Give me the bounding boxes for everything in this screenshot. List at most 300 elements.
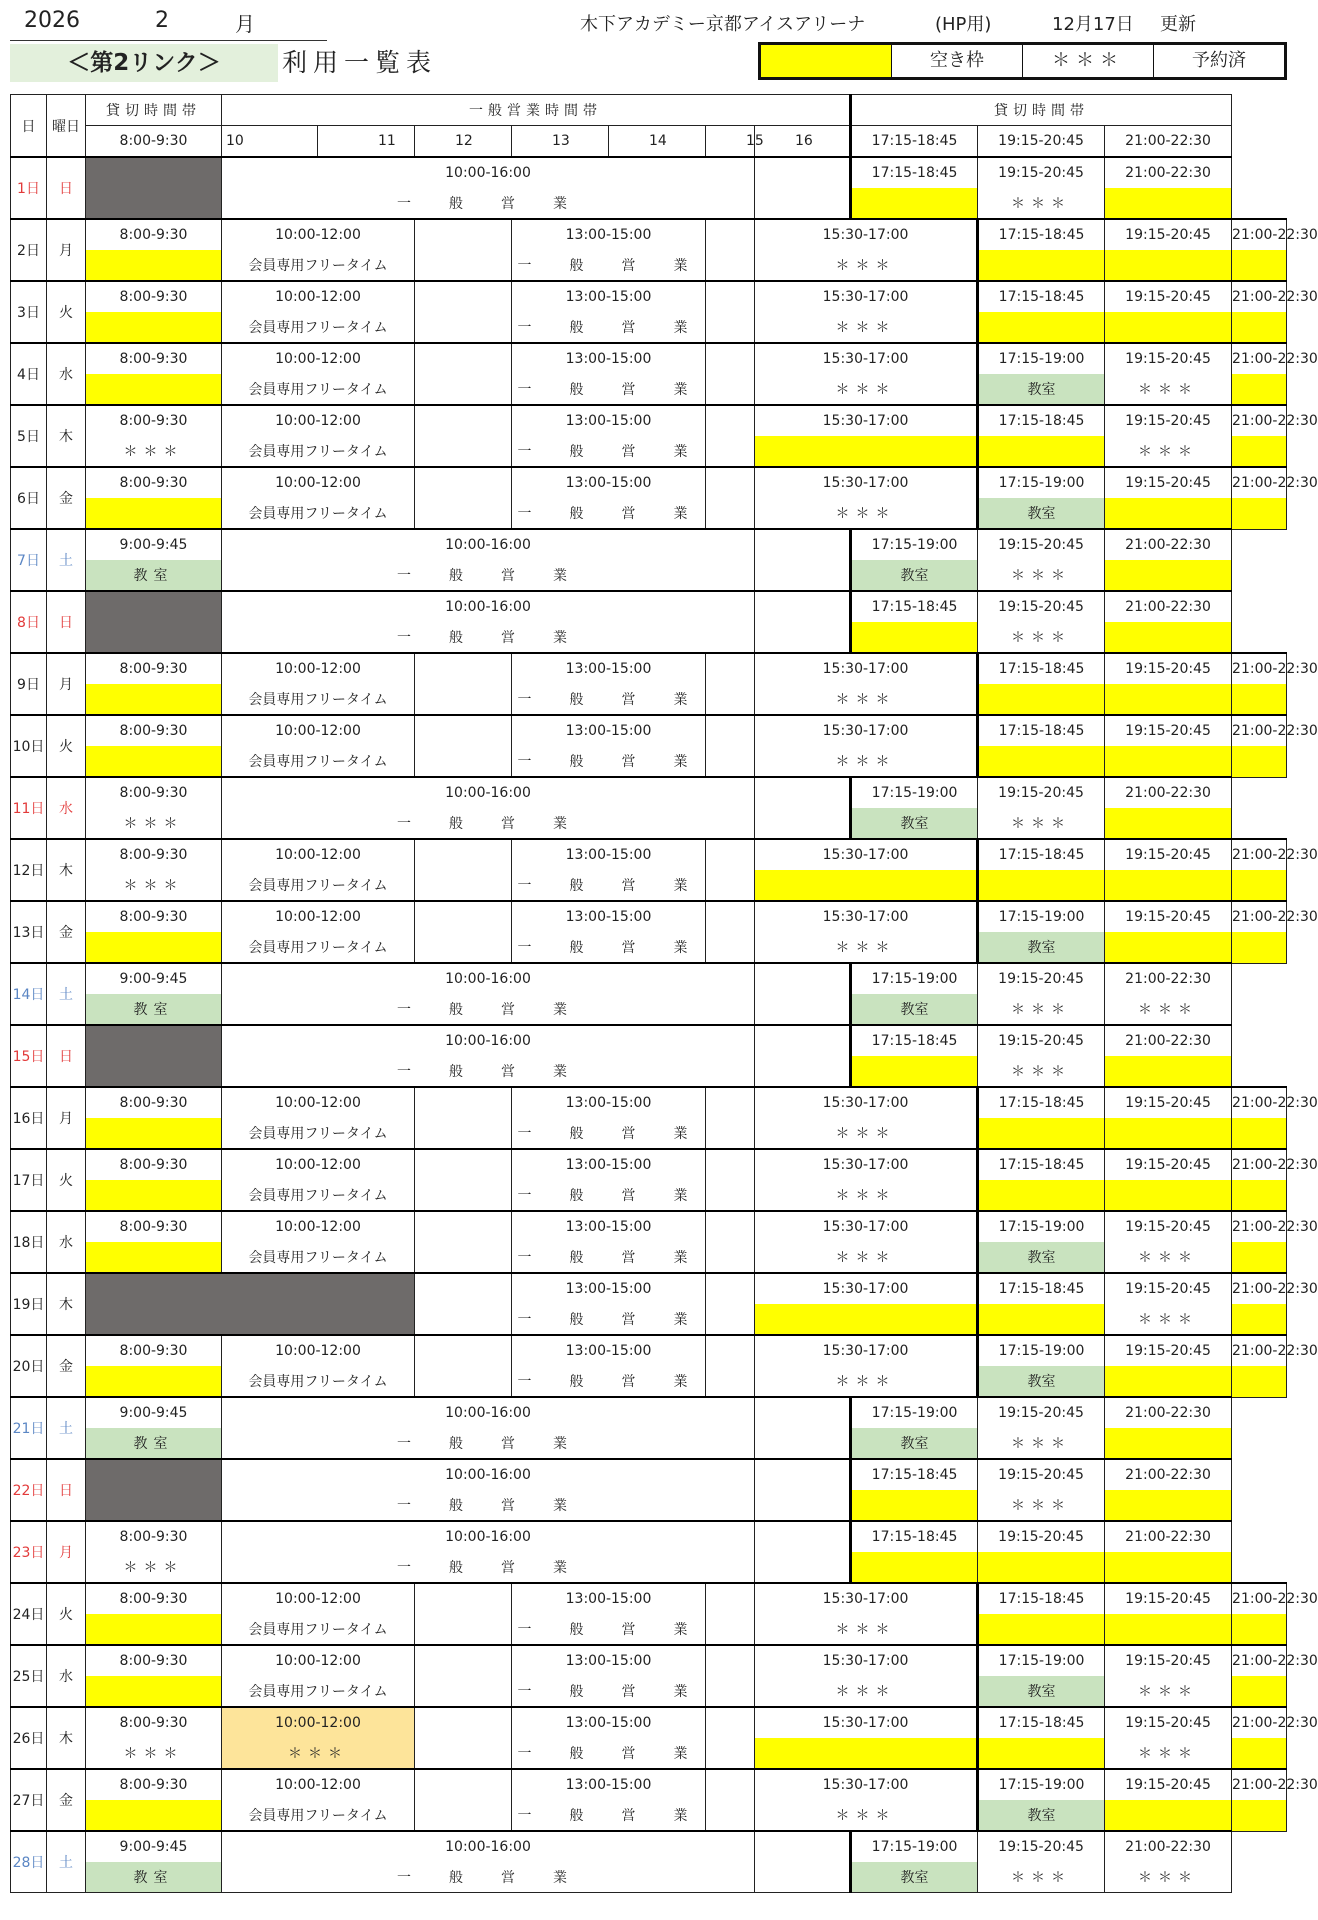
- evening-slot-status: [978, 436, 1105, 467]
- evening-slot-status: [1105, 560, 1232, 591]
- evening-slot-time: 19:15-20:45: [1105, 405, 1232, 436]
- gap-slot: [415, 343, 512, 405]
- evening-slot-time: 17:15-19:00: [978, 1769, 1105, 1800]
- member-free-time: 10:00-12:00: [222, 839, 415, 870]
- general-time: 13:00-15:00: [512, 901, 706, 932]
- day-row: [11, 1583, 1287, 1614]
- morning-slot-status: ＊＊＊: [86, 436, 222, 467]
- weekday: 木: [47, 839, 86, 901]
- evening-slot-status: [978, 746, 1105, 777]
- general-time: 13:00-15:00: [512, 839, 706, 870]
- general-time: 10:00-16:00: [222, 1831, 755, 1862]
- evening-slot-status: ＊＊＊: [978, 560, 1105, 591]
- evening-slot-status: [978, 1552, 1105, 1583]
- schedule-table: [10, 94, 1318, 1893]
- member-free-label: 会員専用フリータイム: [222, 436, 415, 467]
- morning-slot-status: [86, 746, 222, 777]
- general-label: 一 般 営 業: [222, 808, 755, 839]
- morning-slot-status: [86, 1366, 222, 1397]
- general-label: 一 般 営 業: [222, 1056, 755, 1087]
- evening-slot-time: 17:15-18:45: [978, 405, 1105, 436]
- evening-slot-time: 21:00-22:30: [1232, 343, 1287, 374]
- evening-slot-status: 教室: [851, 560, 978, 591]
- general-time: 13:00-15:00: [512, 1769, 706, 1800]
- evening-slot-time: 17:15-18:45: [978, 1707, 1105, 1738]
- late-slot-time: 15:30-17:00: [755, 839, 978, 870]
- gap-slot: [415, 1645, 512, 1707]
- morning-slot-status: ＊＊＊: [86, 870, 222, 901]
- general-time: 13:00-15:00: [512, 281, 706, 312]
- member-free-label: 会員専用フリータイム: [222, 1180, 415, 1211]
- closed-block: [86, 1273, 415, 1335]
- evening-slot-status: ＊＊＊: [1105, 994, 1232, 1025]
- evening-slot-status: 教室: [851, 994, 978, 1025]
- late-slot-status: ＊＊＊: [755, 312, 978, 343]
- evening-slot-status: [1105, 250, 1232, 281]
- member-free-label: 会員専用フリータイム: [222, 1118, 415, 1149]
- late-slot-status: ＊＊＊: [755, 684, 978, 715]
- evening-slot-time: 19:15-20:45: [1105, 1273, 1232, 1304]
- day-number: 25日: [11, 1645, 47, 1707]
- evening-slot-time: 21:00-22:30: [1232, 1335, 1287, 1366]
- late-slot-status: ＊＊＊: [755, 1614, 978, 1645]
- evening-slot-status: [1105, 932, 1232, 963]
- day-col-header: 日: [11, 95, 47, 158]
- general-time: 10:00-16:00: [222, 157, 755, 188]
- late-slot-status: [755, 436, 978, 467]
- weekday: 火: [47, 715, 86, 777]
- late-slot-status: ＊＊＊: [755, 498, 978, 529]
- general-gap: [755, 529, 851, 591]
- general-label: 一 般 営 業: [512, 1738, 706, 1769]
- day-row: [11, 1335, 1287, 1366]
- late-slot-status: ＊＊＊: [755, 1366, 978, 1397]
- evening-slot-status: 教室: [978, 498, 1105, 529]
- morning-slot-time: 8:00-9:30: [86, 1583, 222, 1614]
- evening-slot-time: 21:00-22:30: [1232, 1149, 1287, 1180]
- member-free-time: 10:00-12:00: [222, 1769, 415, 1800]
- late-slot-time: 15:30-17:00: [755, 467, 978, 498]
- evening-slot-status: [978, 250, 1105, 281]
- day-number: 2日: [11, 219, 47, 281]
- morning-slot-time: 8:00-9:30: [86, 1335, 222, 1366]
- late-slot-status: ＊＊＊: [755, 374, 978, 405]
- closed-block: [86, 591, 222, 653]
- weekday: 金: [47, 1335, 86, 1397]
- evening-slot-status: 教室: [978, 374, 1105, 405]
- day-row: [11, 1769, 1287, 1800]
- evening-slot-time: 21:00-22:30: [1232, 467, 1287, 498]
- evening-slot-status: 教室: [851, 1428, 978, 1459]
- member-free-time: 10:00-12:00: [222, 1087, 415, 1118]
- general-time: 13:00-15:00: [512, 1273, 706, 1304]
- evening-slot-status: 教室: [851, 808, 978, 839]
- gap-slot: [415, 1583, 512, 1645]
- evening-slot-time: 19:15-20:45: [978, 1459, 1105, 1490]
- day-number: 20日: [11, 1335, 47, 1397]
- hour-header: 13: [512, 126, 609, 158]
- evening-slot-time: 21:00-22:30: [1232, 1273, 1287, 1304]
- day-row-lower: [11, 870, 1287, 901]
- evening-slot-time: 17:15-18:45: [978, 1273, 1105, 1304]
- gap-slot: [706, 1273, 755, 1335]
- evening-slot-status: [1105, 312, 1232, 343]
- general-time: 10:00-16:00: [222, 591, 755, 622]
- day-row-lower: [11, 436, 1287, 467]
- gap-slot: [706, 901, 755, 963]
- day-number: 24日: [11, 1583, 47, 1645]
- evening-slot-time: 19:15-20:45: [978, 963, 1105, 994]
- late-slot-time: 15:30-17:00: [755, 715, 978, 746]
- evening-slot-status: [851, 188, 978, 219]
- member-free-label: 会員専用フリータイム: [222, 1614, 415, 1645]
- evening-slot-status: [1232, 1366, 1287, 1397]
- evening-slot-time: 21:00-22:30: [1232, 715, 1287, 746]
- evening-slot-time: 17:15-19:00: [851, 529, 978, 560]
- evening-slot-time: 21:00-22:30: [1105, 1459, 1232, 1490]
- closed-block: [86, 1025, 222, 1087]
- member-free-time: 10:00-12:00: [222, 1583, 415, 1614]
- member-free-label: 会員専用フリータイム: [222, 374, 415, 405]
- weekday: 土: [47, 529, 86, 591]
- evening-slot-time: 19:15-20:45: [1105, 343, 1232, 374]
- gap-slot: [706, 1583, 755, 1645]
- weekday-col-header: 曜日: [47, 95, 86, 158]
- day-row: [11, 1521, 1287, 1552]
- evening-slot-time: 21:00-22:30: [1232, 1583, 1287, 1614]
- evening-slot-status: [1232, 1738, 1287, 1769]
- general-label: 一 般 営 業: [512, 1242, 706, 1273]
- gap-slot: [706, 281, 755, 343]
- morning-slot-status: [86, 1676, 222, 1707]
- day-row: [11, 467, 1287, 498]
- evening-slot-header: 17:15-18:45: [851, 126, 978, 158]
- day-number: 19日: [11, 1273, 47, 1335]
- gap-slot: [415, 1087, 512, 1149]
- morning-slot-status: [86, 1614, 222, 1645]
- morning-slot-time: 8:00-9:30: [86, 901, 222, 932]
- evening-slot-time: 19:15-20:45: [1105, 1707, 1232, 1738]
- weekday: 火: [47, 281, 86, 343]
- general-time: 13:00-15:00: [512, 467, 706, 498]
- day-row: [11, 1273, 1287, 1304]
- evening-slot-status: [978, 870, 1105, 901]
- evening-slot-status: [1105, 622, 1232, 653]
- evening-slot-status: [978, 1614, 1105, 1645]
- morning-slot-time: 8:00-9:30: [86, 1769, 222, 1800]
- evening-slot-status: [851, 622, 978, 653]
- morning-slot-header: 8:00-9:30: [86, 126, 222, 158]
- general-label: 一 般 営 業: [222, 1862, 755, 1893]
- hour-header: 16: [755, 126, 851, 158]
- weekday: 火: [47, 1149, 86, 1211]
- weekday: 日: [47, 157, 86, 219]
- morning-slot-status: 教室: [86, 1428, 222, 1459]
- evening-slot-status: [1105, 1552, 1232, 1583]
- general-label: 一 般 営 業: [222, 1490, 755, 1521]
- day-row-lower: [11, 1428, 1287, 1459]
- day-number: 3日: [11, 281, 47, 343]
- general-gap: [755, 157, 851, 219]
- late-slot-time: 15:30-17:00: [755, 1645, 978, 1676]
- evening-slot-time: 17:15-19:00: [978, 467, 1105, 498]
- late-slot-time: 15:30-17:00: [755, 219, 978, 250]
- day-row: [11, 157, 1287, 188]
- evening-slot-time: 21:00-22:30: [1232, 1707, 1287, 1738]
- legend-open: 空き枠: [891, 45, 1022, 77]
- general-time: 13:00-15:00: [512, 1707, 706, 1738]
- evening-slot-time: 19:15-20:45: [1105, 1583, 1232, 1614]
- morning-slot-time: 8:00-9:30: [86, 777, 222, 808]
- evening-slot-status: ＊＊＊: [978, 1428, 1105, 1459]
- weekday: 月: [47, 1521, 86, 1583]
- day-row-lower: [11, 1800, 1287, 1831]
- late-slot-status: ＊＊＊: [755, 1800, 978, 1831]
- evening-slot-time: 21:00-22:30: [1232, 1211, 1287, 1242]
- general-label: 一 般 営 業: [512, 1676, 706, 1707]
- day-number: 16日: [11, 1087, 47, 1149]
- member-free-time: 10:00-12:00: [222, 343, 415, 374]
- general-time: 10:00-16:00: [222, 1397, 755, 1428]
- evening-slot-time: 17:15-19:00: [851, 1831, 978, 1862]
- evening-slot-status: [1105, 1180, 1232, 1211]
- member-free-time: 10:00-12:00: [222, 1335, 415, 1366]
- member-free-time: 10:00-12:00: [222, 715, 415, 746]
- gap-slot: [415, 1335, 512, 1397]
- weekday: 木: [47, 1707, 86, 1769]
- evening-slot-time: 21:00-22:30: [1232, 653, 1287, 684]
- evening-slot-time: 17:15-18:45: [978, 839, 1105, 870]
- day-number: 9日: [11, 653, 47, 715]
- general-time: 13:00-15:00: [512, 715, 706, 746]
- charter-header-left: 貸切時間帯: [86, 95, 222, 126]
- general-label: 一 般 営 業: [222, 560, 755, 591]
- member-free-label: 会員専用フリータイム: [222, 1242, 415, 1273]
- morning-slot-status: [86, 1800, 222, 1831]
- general-time: 10:00-16:00: [222, 1459, 755, 1490]
- evening-slot-status: [1105, 808, 1232, 839]
- day-number: 4日: [11, 343, 47, 405]
- general-label: 一 般 営 業: [222, 622, 755, 653]
- day-number: 11日: [11, 777, 47, 839]
- general-gap: [755, 1459, 851, 1521]
- member-free-label: 会員専用フリータイム: [222, 684, 415, 715]
- evening-slot-status: [1232, 684, 1287, 715]
- morning-slot-time: 9:00-9:45: [86, 1831, 222, 1862]
- evening-slot-time: 21:00-22:30: [1105, 591, 1232, 622]
- day-row: [11, 653, 1287, 684]
- evening-slot-time: 21:00-22:30: [1232, 219, 1287, 250]
- evening-slot-time: 19:15-20:45: [1105, 653, 1232, 684]
- evening-slot-status: [1232, 1118, 1287, 1149]
- morning-slot-status: [86, 374, 222, 405]
- evening-slot-status: [1232, 746, 1287, 777]
- evening-slot-status: [1105, 498, 1232, 529]
- general-label: 一 般 営 業: [512, 746, 706, 777]
- morning-slot-status: ＊＊＊: [86, 1738, 222, 1769]
- general-label: 一 般 営 業: [222, 1552, 755, 1583]
- month-unit: 月: [235, 12, 255, 36]
- evening-slot-status: [851, 1056, 978, 1087]
- day-number: 5日: [11, 405, 47, 467]
- gap-slot: [706, 1645, 755, 1707]
- day-row-lower: [11, 1614, 1287, 1645]
- morning-slot-time: 8:00-9:30: [86, 715, 222, 746]
- gap-slot: [706, 1149, 755, 1211]
- evening-slot-status: [1105, 1118, 1232, 1149]
- evening-slot-status: [978, 312, 1105, 343]
- day-row: [11, 715, 1287, 746]
- member-free-label: 会員専用フリータイム: [222, 870, 415, 901]
- general-time: 13:00-15:00: [512, 405, 706, 436]
- weekday: 水: [47, 1645, 86, 1707]
- general-gap: [755, 1831, 851, 1893]
- legend-reserved: 予約済: [1153, 45, 1284, 77]
- gap-slot: [415, 405, 512, 467]
- morning-slot-status: [86, 1242, 222, 1273]
- evening-slot-time: 19:15-20:45: [1105, 839, 1232, 870]
- day-row: [11, 1211, 1287, 1242]
- general-label: 一 般 営 業: [222, 994, 755, 1025]
- evening-slot-status: [1232, 312, 1287, 343]
- morning-slot-status: [86, 1180, 222, 1211]
- weekday: 月: [47, 219, 86, 281]
- member-free-label: ＊＊＊: [222, 1738, 415, 1769]
- venue-name: 木下アカデミー京都アイスアリーナ: [580, 14, 866, 35]
- gap-slot: [706, 1707, 755, 1769]
- evening-slot-status: [978, 1180, 1105, 1211]
- day-number: 14日: [11, 963, 47, 1025]
- morning-slot-time: 8:00-9:30: [86, 219, 222, 250]
- month: 2: [155, 8, 169, 33]
- day-row-lower: [11, 994, 1287, 1025]
- hp-note: (HP用): [935, 14, 992, 35]
- rink-badge: ＜第2リンク＞: [10, 44, 278, 82]
- evening-slot-status: ＊＊＊: [1105, 1676, 1232, 1707]
- gap-slot: [706, 343, 755, 405]
- morning-slot-status: [86, 498, 222, 529]
- weekday: 日: [47, 1025, 86, 1087]
- general-time: 10:00-16:00: [222, 777, 755, 808]
- late-slot-time: 15:30-17:00: [755, 653, 978, 684]
- day-row-lower: [11, 1552, 1287, 1583]
- evening-slot-status: ＊＊＊: [1105, 374, 1232, 405]
- general-time: 10:00-16:00: [222, 1025, 755, 1056]
- late-slot-status: ＊＊＊: [755, 1118, 978, 1149]
- general-label: 一 般 営 業: [512, 1304, 706, 1335]
- day-row: [11, 963, 1287, 994]
- evening-slot-status: [1105, 1428, 1232, 1459]
- late-slot-time: 15:30-17:00: [755, 1335, 978, 1366]
- morning-slot-status: [86, 312, 222, 343]
- gap-slot: [706, 405, 755, 467]
- evening-slot-time: 21:00-22:30: [1232, 281, 1287, 312]
- evening-slot-time: 21:00-22:30: [1232, 1769, 1287, 1800]
- year: 2026: [24, 8, 80, 33]
- gap-slot: [706, 1769, 755, 1831]
- member-free-time: 10:00-12:00: [222, 1211, 415, 1242]
- day-number: 22日: [11, 1459, 47, 1521]
- evening-slot-status: [1105, 1056, 1232, 1087]
- evening-slot-time: 21:00-22:30: [1232, 405, 1287, 436]
- day-number: 28日: [11, 1831, 47, 1893]
- weekday: 木: [47, 405, 86, 467]
- member-free-label: 会員専用フリータイム: [222, 1366, 415, 1397]
- evening-slot-time: 17:15-18:45: [851, 1025, 978, 1056]
- evening-slot-time: 21:00-22:30: [1232, 1645, 1287, 1676]
- evening-slot-time: 21:00-22:30: [1105, 963, 1232, 994]
- updated-date: 12月17日: [1052, 14, 1134, 35]
- gap-slot: [415, 901, 512, 963]
- day-row-lower: [11, 1118, 1287, 1149]
- general-time: 13:00-15:00: [512, 1149, 706, 1180]
- day-number: 1日: [11, 157, 47, 219]
- weekday: 金: [47, 467, 86, 529]
- general-time: 13:00-15:00: [512, 1583, 706, 1614]
- member-free-time: 10:00-12:00: [222, 281, 415, 312]
- general-time: 10:00-16:00: [222, 1521, 755, 1552]
- day-row: [11, 219, 1287, 250]
- weekday: 水: [47, 343, 86, 405]
- morning-slot-status: ＊＊＊: [86, 808, 222, 839]
- late-slot-status: ＊＊＊: [755, 1180, 978, 1211]
- late-slot-status: ＊＊＊: [755, 932, 978, 963]
- general-label: 一 般 営 業: [512, 436, 706, 467]
- day-row: [11, 1707, 1287, 1738]
- general-gap: [755, 963, 851, 1025]
- day-row-lower: [11, 560, 1287, 591]
- evening-slot-time: 17:15-19:00: [851, 963, 978, 994]
- evening-slot-time: 17:15-18:45: [978, 281, 1105, 312]
- evening-slot-time: 17:15-18:45: [978, 653, 1105, 684]
- general-time: 13:00-15:00: [512, 1335, 706, 1366]
- weekday: 月: [47, 653, 86, 715]
- day-row-lower: [11, 374, 1287, 405]
- weekday: 土: [47, 1397, 86, 1459]
- evening-slot-status: [1105, 1800, 1232, 1831]
- evening-slot-status: [1232, 1242, 1287, 1273]
- legend-empty-swatch: [761, 45, 891, 77]
- evening-slot-time: 17:15-19:00: [978, 1211, 1105, 1242]
- weekday: 水: [47, 777, 86, 839]
- day-row: [11, 405, 1287, 436]
- general-label: 一 般 営 業: [222, 188, 755, 219]
- member-free-label: 会員専用フリータイム: [222, 312, 415, 343]
- evening-slot-status: [1232, 374, 1287, 405]
- member-free-label: 会員専用フリータイム: [222, 1676, 415, 1707]
- general-time: 13:00-15:00: [512, 219, 706, 250]
- day-row-lower: [11, 1180, 1287, 1211]
- day-number: 27日: [11, 1769, 47, 1831]
- day-row-lower: [11, 684, 1287, 715]
- morning-slot-time: 8:00-9:30: [86, 1211, 222, 1242]
- general-label: 一 般 営 業: [512, 250, 706, 281]
- general-gap: [755, 591, 851, 653]
- evening-slot-time: 21:00-22:30: [1105, 1831, 1232, 1862]
- evening-slot-status: 教室: [978, 1366, 1105, 1397]
- schedule-grid: [10, 94, 1318, 1893]
- evening-slot-status: [1232, 498, 1287, 529]
- evening-slot-status: ＊＊＊: [978, 188, 1105, 219]
- evening-slot-status: [1105, 684, 1232, 715]
- day-row: [11, 1831, 1287, 1862]
- general-gap: [755, 1025, 851, 1087]
- gap-slot: [415, 1769, 512, 1831]
- evening-slot-status: ＊＊＊: [978, 994, 1105, 1025]
- evening-slot-status: ＊＊＊: [1105, 1304, 1232, 1335]
- evening-slot-time: 19:15-20:45: [978, 529, 1105, 560]
- late-slot-time: 15:30-17:00: [755, 1707, 978, 1738]
